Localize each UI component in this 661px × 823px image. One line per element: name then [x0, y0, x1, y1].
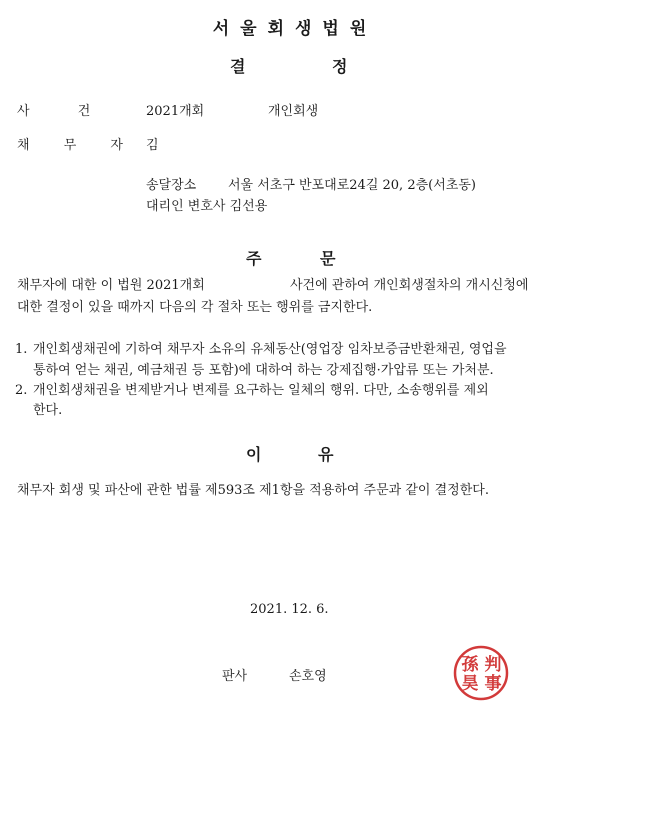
svg-text:孫: 孫: [461, 655, 479, 675]
svg-text:昊: 昊: [461, 674, 479, 694]
debtor-label: 채 무 자: [17, 138, 138, 153]
case-type: 개인회생: [268, 104, 319, 119]
judge-seal-icon: [452, 644, 510, 702]
case-label: 사 건: [17, 104, 113, 119]
judge-name: 손호영: [289, 669, 327, 684]
decision-date: 2021. 12. 6.: [250, 602, 329, 617]
svg-text:判: 判: [484, 655, 502, 675]
case-number: 2021개회: [146, 104, 205, 119]
agent: 대리인 변호사 김선용: [146, 199, 268, 214]
reason-text: 채무자 회생 및 파산에 관한 법률 제593조 제1항을 적용하여 주문과 같이 결정한다.: [17, 483, 489, 498]
svg-text:事: 事: [484, 674, 502, 694]
debtor-name: 김: [146, 138, 159, 153]
court-name: 서울회생법원: [212, 19, 378, 39]
judge-title: 판사: [222, 669, 248, 684]
